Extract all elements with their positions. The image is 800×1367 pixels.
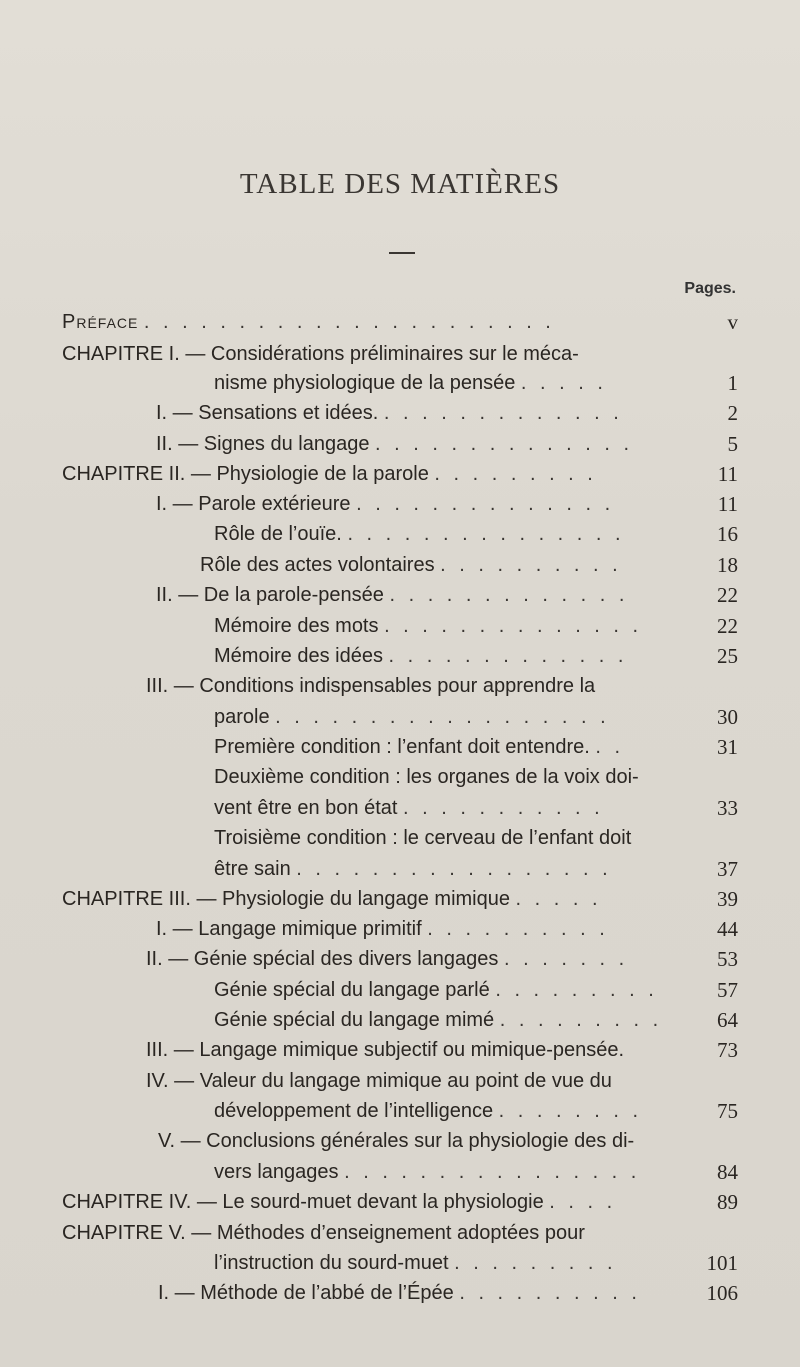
toc-entry-title: CHAPITRE I. — Considérations préliminaires sur le méca-: [62, 343, 579, 365]
toc-dot-leader: . . . . . . .: [503, 948, 629, 970]
toc-dot-leader: . . . . . . . .: [498, 1100, 643, 1122]
toc-entry-title: II. — Génie spécial des divers langages: [146, 948, 499, 970]
toc-dot-leader: . . . . . . . . . . . . . .: [356, 493, 615, 515]
toc-page-number: 44: [717, 917, 738, 941]
toc-entry: [214, 975, 690, 1005]
toc-entry-title: l’instruction du sourd-muet: [214, 1252, 449, 1274]
toc-dot-leader: . . . . . . . . .: [454, 1252, 617, 1274]
toc-page-number: 31: [717, 735, 738, 759]
toc-page-number: v: [727, 310, 738, 334]
toc-entry: [146, 1066, 690, 1096]
toc-dot-leader: . . . . . . . . . . . . . . . . . . . . . .: [143, 311, 555, 333]
toc-page-number: 11: [717, 492, 738, 516]
toc-page-number: 84: [717, 1160, 738, 1184]
toc-entry: [214, 368, 690, 398]
toc-entry-title: Première condition : l’enfant doit entendre.: [214, 736, 590, 758]
toc-entry-title: II. — Signes du langage: [156, 433, 370, 455]
toc-page-number: 101: [706, 1251, 738, 1275]
toc-page-number: 2: [727, 401, 738, 425]
toc-entry-title: CHAPITRE III. — Physiologie du langage mimique: [62, 888, 510, 910]
toc-entry-title: CHAPITRE IV. — Le sourd-muet devant la physiologie: [62, 1191, 544, 1213]
toc-entry-title: Rôle des actes volontaires: [200, 554, 435, 576]
toc-entry-title: II. — De la parole-pensée: [156, 584, 384, 606]
toc-page-number: 57: [717, 978, 738, 1002]
toc-entry: [158, 1126, 690, 1156]
toc-entry: [214, 732, 690, 762]
toc-entry-title: I. — Langage mimique primitif: [156, 918, 422, 940]
toc-entry: [214, 1005, 690, 1035]
toc-page-number: 22: [717, 614, 738, 638]
toc-page-number: 25: [717, 644, 738, 668]
toc-entry: [146, 1035, 690, 1065]
toc-entry-title: I. — Sensations et idées.: [156, 402, 379, 424]
toc-dot-leader: . . . . . . . . . . . . .: [383, 402, 623, 424]
toc-dot-leader: . . . . . . . . . .: [427, 918, 609, 940]
toc-dot-leader: . . . . . . . . . . . . . . . . .: [296, 858, 612, 880]
toc-dot-leader: . . . . . . . . . . . . . .: [384, 615, 643, 637]
toc-dot-leader: . . . . . . . . . . . . .: [388, 645, 628, 667]
toc-entry: [62, 884, 690, 914]
toc-dot-leader: . . . . . . . . .: [434, 463, 597, 485]
toc-dot-leader: . . . . . . . . . . . . . . .: [347, 523, 625, 545]
toc-dot-leader: . . . . . . . . . . . . . . . . . .: [275, 706, 610, 728]
toc-page-number: 64: [717, 1008, 738, 1032]
toc-entry-title: I. — Méthode de l’abbé de l’Épée: [158, 1282, 454, 1304]
toc-entry: [214, 611, 690, 641]
toc-entry: [200, 550, 690, 580]
toc-entry-title: I. — Parole extérieure: [156, 493, 351, 515]
toc-page-number: 1: [727, 371, 738, 395]
toc-entry-title: Troisième condition : le cerveau de l’enfant doit: [214, 827, 632, 849]
toc-entry: [214, 762, 690, 792]
toc-entry-title: Génie spécial du langage parlé: [214, 979, 490, 1001]
toc-entry-title: III. — Conditions indispensables pour apprendre la: [146, 675, 596, 697]
toc-entry: [62, 459, 690, 489]
toc-entry: [62, 307, 690, 337]
toc-entry: [62, 1218, 690, 1248]
toc-page-number: 37: [717, 857, 738, 881]
toc-entry: [214, 1157, 690, 1187]
toc-entry-title: Deuxième condition : les organes de la voix doi-: [214, 766, 639, 788]
toc-entry-title: nisme physiologique de la pensée: [214, 372, 516, 394]
toc-entry: [156, 489, 690, 519]
page-title: TABLE DES MATIÈRES: [239, 168, 561, 200]
toc-entry: [156, 398, 690, 428]
toc-dot-leader: . . . . . . . . . .: [440, 554, 622, 576]
toc-dot-leader: . . . . . . . . . . . . . .: [375, 433, 634, 455]
toc-entry-title: Génie spécial du langage mimé: [214, 1009, 495, 1031]
toc-entry: [62, 1187, 690, 1217]
toc-entry: [214, 854, 690, 884]
toc-page-number: 30: [717, 705, 738, 729]
toc-entry-title: CHAPITRE II. — Physiologie de la parole: [62, 463, 429, 485]
toc-page-number: 75: [717, 1099, 738, 1123]
toc-entry: [214, 641, 690, 671]
toc-page-number: 73: [717, 1038, 738, 1062]
toc-entry-title: CHAPITRE V. — Méthodes d’enseignement adoptées pour: [62, 1222, 585, 1244]
toc-entry: [156, 429, 690, 459]
toc-entry: [158, 1278, 690, 1308]
toc-dot-leader: . .: [595, 736, 625, 758]
toc-dot-leader: . . . . . . . . . . .: [403, 797, 604, 819]
toc-entry: [62, 339, 690, 369]
toc-page-number: 22: [717, 583, 738, 607]
toc-entry: [214, 519, 690, 549]
toc-dot-leader: . . . . . . . . . .: [459, 1282, 641, 1304]
toc-dot-leader: . . . . .: [515, 888, 602, 910]
toc-page-number: 39: [717, 887, 738, 911]
toc-entry: [156, 914, 690, 944]
toc-entry-title: Mémoire des idées: [214, 645, 383, 667]
toc-entry: [214, 823, 690, 853]
toc-entry-title: Préface: [62, 311, 139, 333]
toc-entry: [214, 1248, 690, 1278]
toc-dot-leader: . . . . . . . . .: [499, 1009, 663, 1031]
toc-page-number: 5: [727, 432, 738, 456]
toc-dot-leader: . . . . . . . . .: [495, 979, 658, 1001]
toc-entry-title: IV. — Valeur du langage mimique au point de vue du: [146, 1070, 612, 1092]
toc-entry-title: V. — Conclusions générales sur la physiologie des di-: [158, 1130, 635, 1152]
toc-dot-leader: . . . . .: [520, 372, 607, 394]
toc-page-number: 106: [706, 1281, 738, 1305]
toc-page-number: 89: [717, 1190, 738, 1214]
toc-entry-title: III. — Langage mimique subjectif ou mimique-pensée.: [146, 1039, 625, 1061]
toc-page-number: 18: [717, 553, 738, 577]
toc-entry: [214, 793, 690, 823]
toc-page-number: 33: [717, 796, 738, 820]
toc-entry: [146, 671, 690, 701]
toc-page-number: 53: [717, 947, 738, 971]
toc-dot-leader: . . . . . . . . . . . . .: [389, 584, 629, 606]
toc-entry-title: développement de l’intelligence: [214, 1100, 494, 1122]
toc-entry-title: parole: [214, 706, 270, 728]
toc-entry-title: Mémoire des mots: [214, 615, 379, 637]
toc-entry: [214, 702, 690, 732]
toc-entry: [156, 580, 690, 610]
toc-entry-title: Rôle de l’ouïe.: [214, 523, 342, 545]
toc-page-number: 11: [717, 462, 738, 486]
toc-entry-title: vent être en bon état: [214, 797, 398, 819]
toc-dot-leader: . . . . . . . . . . . . . . . .: [344, 1161, 641, 1183]
toc-page-number: 16: [717, 522, 738, 546]
toc-entry: [146, 944, 690, 974]
toc-dot-leader: . . . .: [549, 1191, 617, 1213]
toc-entry-title: vers langages: [214, 1161, 339, 1183]
toc-entry-title: être sain: [214, 858, 291, 880]
pages-column-label: Pages.: [684, 280, 736, 297]
toc-entry: [214, 1096, 690, 1126]
